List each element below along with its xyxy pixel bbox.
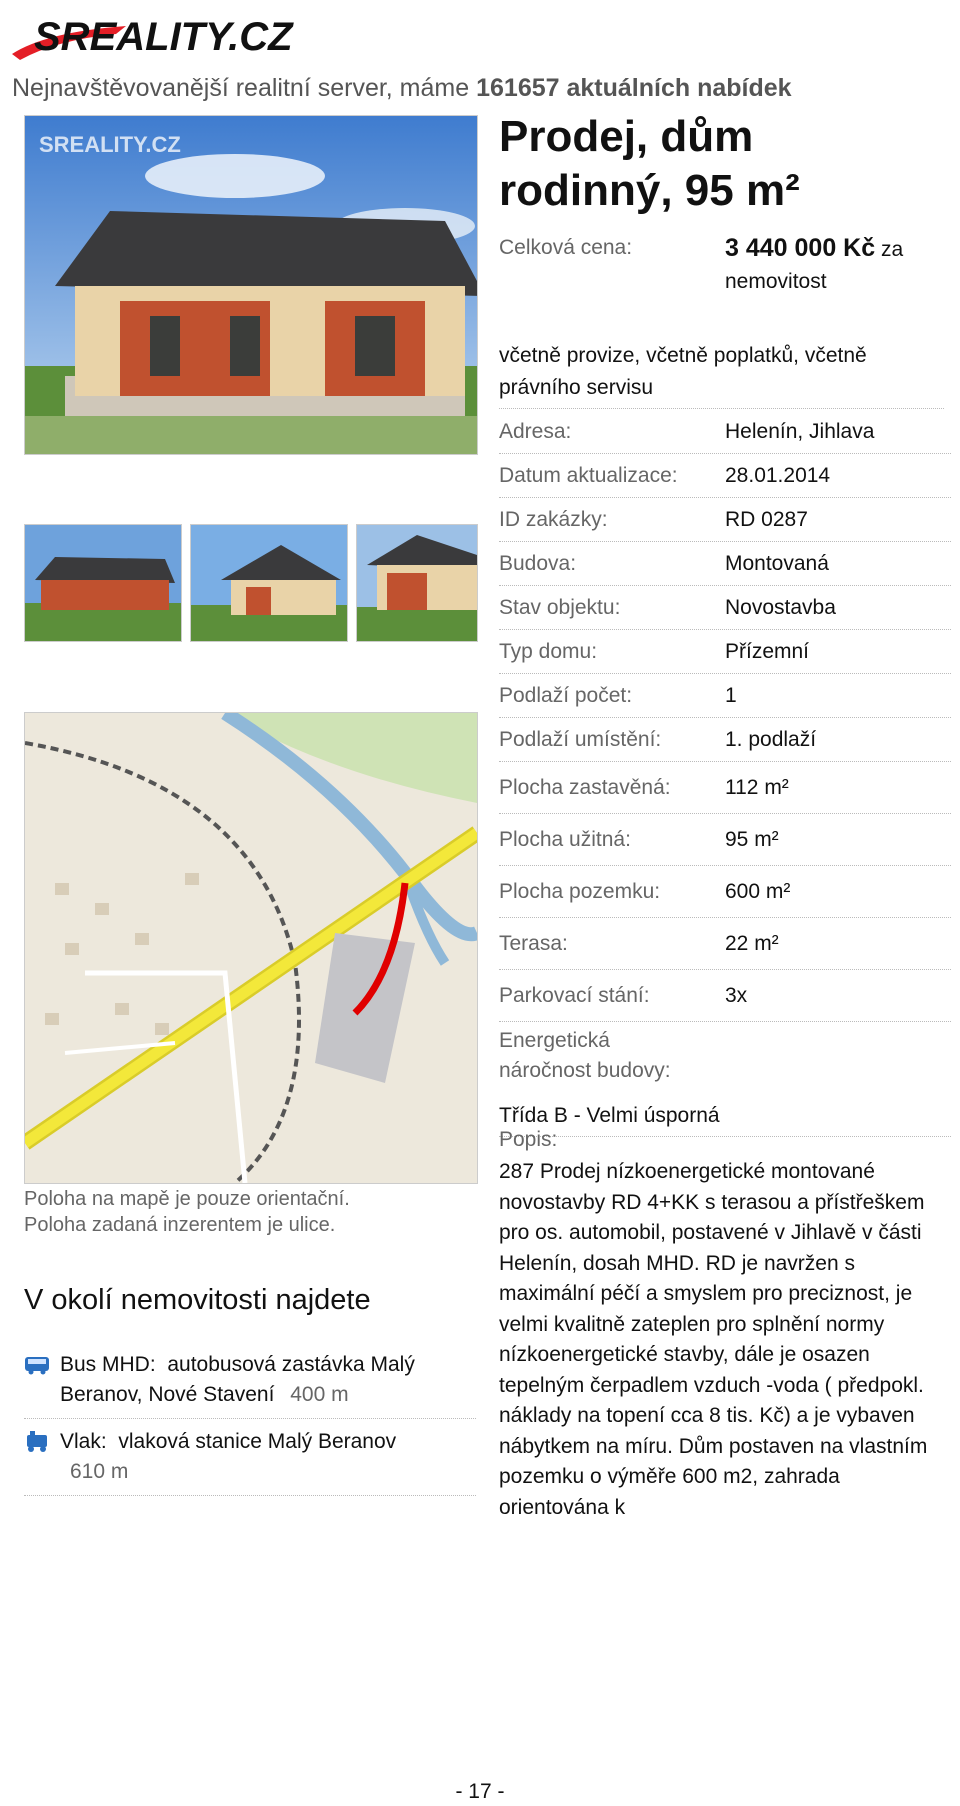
price-note: včetně provize, včetně poplatků, včetně právního servisu — [499, 340, 944, 409]
svg-text:SREALITY.CZ: SREALITY.CZ — [39, 132, 181, 157]
nearby-heading: V okolí nemovitosti najdete — [24, 1284, 371, 1316]
param-row: Plocha užitná: 95 m² — [499, 814, 951, 866]
param-row: Stav objektu: Novostavba — [499, 586, 951, 630]
map-graphic — [25, 713, 477, 1183]
house-photo-illustration — [25, 116, 477, 454]
sreality-logo[interactable] — [6, 4, 376, 68]
nearby-item-train — [24, 1427, 476, 1496]
param-row: Třída B - Velmi úsporná — [499, 1096, 951, 1137]
thumbnail-3[interactable] — [356, 524, 478, 642]
tagline: Nejnavštěvovanější realitní server, máme 161657 aktuálních nabídek — [12, 74, 792, 102]
nearby-distance: 400 m — [290, 1383, 349, 1406]
nearby-distance: 610 m — [70, 1460, 129, 1483]
price-amount: 3 440 000 Kč — [725, 234, 876, 262]
nearby-text: Bus MHD: autobusová zastávka Malý Beranov, Nové Stavení 400 m — [60, 1353, 415, 1406]
price-suffix: za — [880, 238, 904, 261]
param-row: Plocha pozemku: 600 m² — [499, 866, 951, 918]
location-map[interactable] — [24, 712, 478, 1184]
param-row: Podlaží umístění: 1. podlaží — [499, 718, 951, 762]
price — [725, 232, 955, 298]
thumbnail-2[interactable] — [190, 524, 348, 642]
thumbnail-image — [191, 525, 347, 641]
param-row: Parkovací stání: 3x — [499, 970, 951, 1022]
description-text: 287 Prodej nízkoenergetické montované novostavby RD 4+KK s terasou a přístřeškem pro os. automobil, postavené v Jihlavě v části Helenín, dosah MHD. RD je navržen s maximální péčí a smyslem pro preciznost, je velmi kvalitně zateplen pro splnění normy nízkoenergetické stavby, dále je osazen tepelným čerpadlem vzduch -voda ( předpokl. náklady na topení cca 8 tis. Kč) a je vybaven nábytkem na míru. Dům postaven na vlastním pozemku o výměře 600 m2, zahrada orientována k — [499, 1160, 928, 1519]
nearby-list — [24, 1350, 476, 1504]
logo-graphic — [6, 4, 376, 68]
listing-title-line: rodinný, 95 m² — [499, 166, 800, 215]
param-row: Budova: Montovaná — [499, 542, 951, 586]
svg-text:SREALITY.CZ: SREALITY.CZ — [34, 15, 293, 59]
train-icon — [24, 1427, 52, 1487]
param-row: Datum aktualizace: 28.01.2014 — [499, 454, 951, 498]
param-row: Energetická náročnost budovy: — [499, 1029, 671, 1082]
main-photo[interactable] — [24, 115, 478, 455]
thumbnail-1[interactable] — [24, 524, 182, 642]
page-number: - 17 - — [455, 1780, 505, 1803]
listing-title-line: Prodej, dům — [499, 112, 754, 161]
thumbnail-image — [357, 525, 477, 641]
map-note-line: Poloha na mapě je pouze orientační. — [24, 1188, 350, 1210]
map-note — [24, 1186, 350, 1238]
param-row: Adresa: Helenín, Jihlava — [499, 410, 951, 454]
listing-title — [499, 110, 939, 218]
param-row: Typ domu: Přízemní — [499, 630, 951, 674]
bus-icon — [24, 1350, 52, 1410]
nearby-text: Vlak: vlaková stanice Malý Beranov 610 m — [60, 1430, 397, 1483]
param-row: ID zakázky: RD 0287 — [499, 498, 951, 542]
description-label: Popis: — [499, 1128, 558, 1151]
thumbnail-image — [25, 525, 181, 641]
price-suffix: nemovitost — [725, 270, 827, 293]
param-row: Plocha zastavěná: 112 m² — [499, 762, 951, 814]
param-row: Terasa: 22 m² — [499, 918, 951, 970]
price-label: Celková cena: — [499, 236, 633, 259]
param-row: Podlaží počet: 1 — [499, 674, 951, 718]
nearby-item-bus — [24, 1350, 476, 1419]
map-note-line: Poloha zadaná inzerentem je ulice. — [24, 1214, 336, 1236]
parameters-table — [499, 410, 951, 1137]
